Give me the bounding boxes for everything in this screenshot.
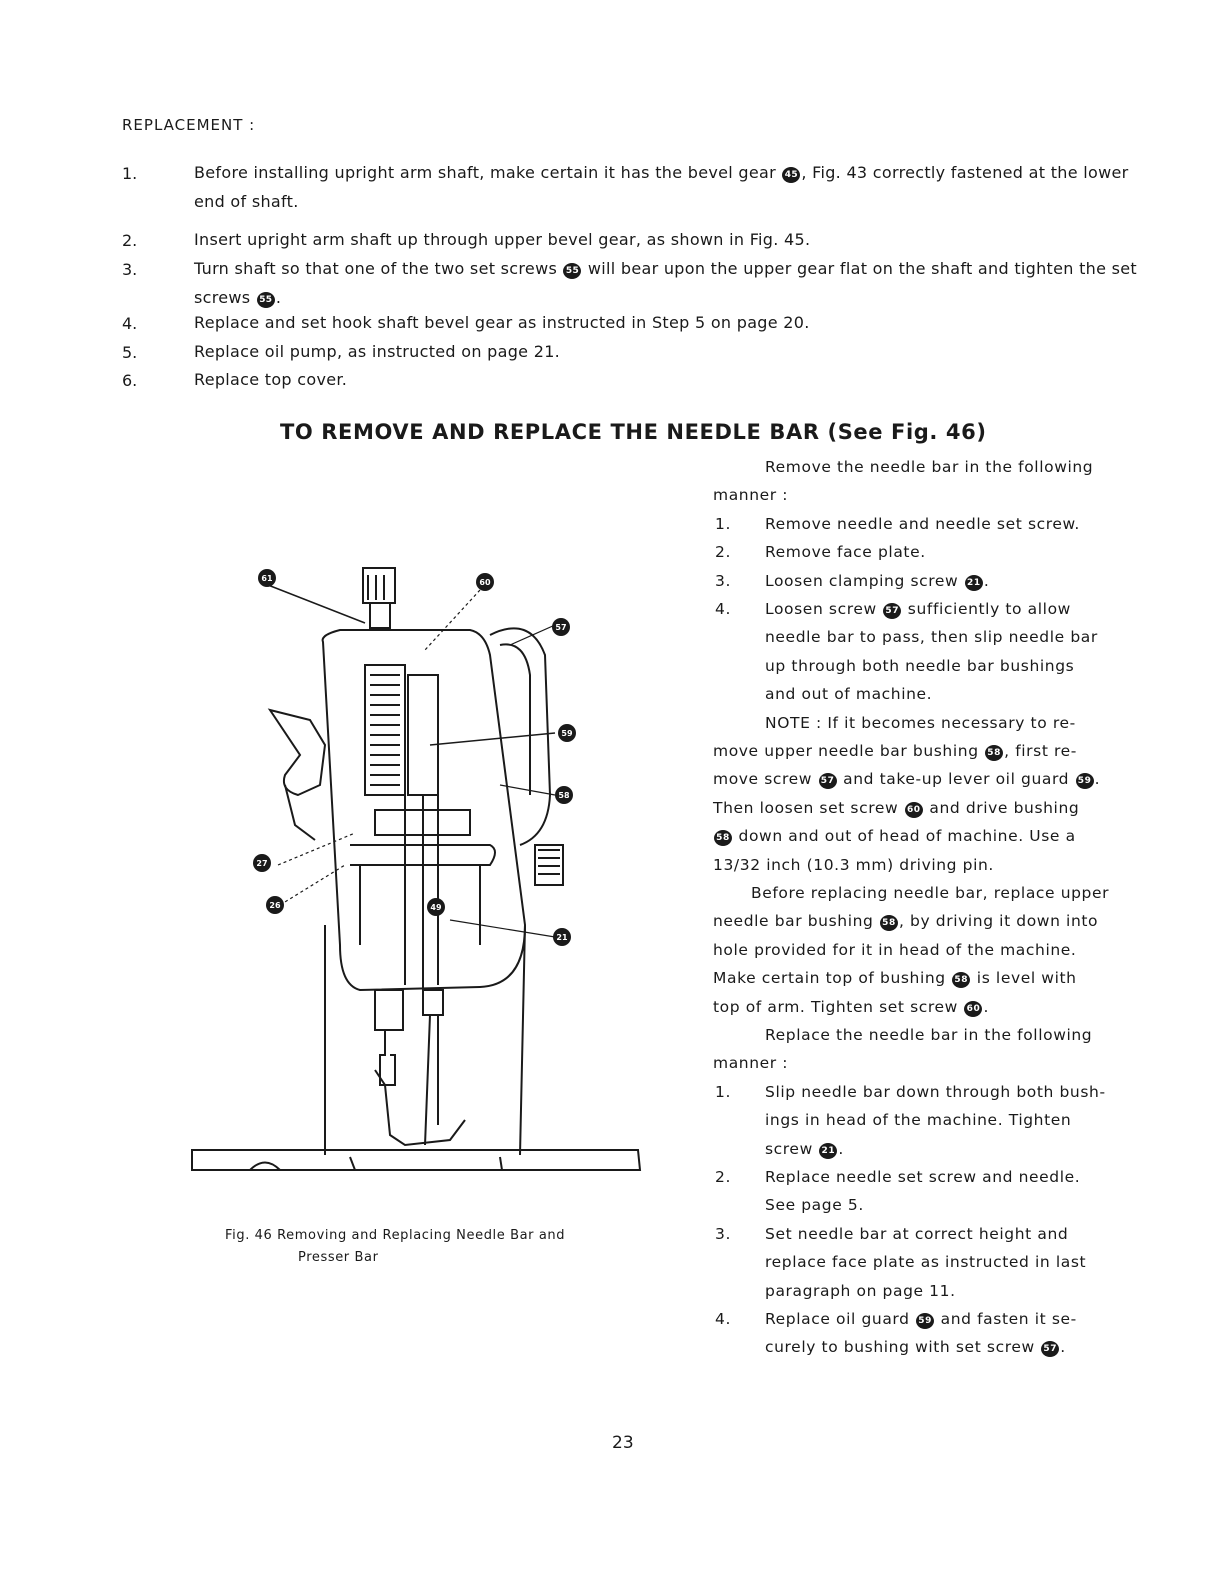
part-number-badge: 60 [905, 802, 923, 818]
step-number: 5. [122, 343, 138, 362]
text-run: paragraph on page 11. [765, 1281, 956, 1300]
note-line [713, 770, 1100, 789]
callout-27: 27 [256, 859, 268, 868]
callout-21: 21 [556, 933, 568, 942]
remove-step-line [765, 515, 1080, 533]
text-run: Before installing upright arm shaft, make certain it has the bevel gear [194, 163, 782, 182]
text-run: , Fig. 43 correctly fastened at the lower end of shaft. [194, 163, 1129, 211]
replace-step-line [765, 1111, 1071, 1129]
replace-step-line [765, 1253, 1086, 1271]
text-run: Loosen screw [765, 600, 883, 618]
item-number: 2. [715, 543, 731, 562]
callout-58: 58 [558, 791, 570, 800]
text-run: See page 5. [765, 1196, 864, 1215]
part-number-badge: 55 [257, 292, 275, 308]
item-number: 2. [715, 1168, 731, 1186]
remove-step-line [765, 572, 989, 591]
callout-26: 26 [269, 901, 281, 910]
replace-step-line [765, 1140, 844, 1159]
callout-49: 49 [430, 903, 442, 912]
text-run: . [275, 288, 282, 307]
text-run: up through both needle bar bushings [765, 656, 1075, 675]
callout-57: 57 [555, 623, 567, 632]
remove-step-line [765, 600, 1071, 619]
text-run: Slip needle bar down through both bush- [765, 1082, 1106, 1101]
text-run: 13/32 inch (10.3 mm) driving pin. [713, 855, 994, 874]
bed-plate [192, 1150, 640, 1170]
text-run: Replace and set hook shaft bevel gear as instructed in Step 5 on page 20. [194, 313, 810, 332]
callout-61: 61 [261, 574, 273, 583]
before-line [713, 912, 1098, 931]
take-up-lever [270, 710, 325, 795]
text-run: and fasten it se- [935, 1310, 1077, 1328]
note-line [713, 799, 1079, 818]
text-run: manner : [713, 486, 789, 505]
text-run: Loosen clamping screw [765, 571, 964, 590]
step-number: 6. [122, 371, 138, 390]
remove-step-line [765, 657, 1074, 675]
section-heading-replacement: REPLACEMENT : [122, 116, 256, 134]
remove-intro-cont [713, 486, 788, 504]
item-number: 3. [715, 1224, 731, 1243]
text-run: Then loosen set screw [713, 798, 904, 817]
section-title: TO REMOVE AND REPLACE THE NEEDLE BAR (See Fig. 46) [280, 420, 987, 444]
note-line [765, 714, 1076, 732]
text-run: and out of machine. [765, 685, 933, 704]
text-run: . [983, 571, 990, 590]
text-run: , first re- [1004, 742, 1077, 760]
text-run: and take-up lever oil guard [837, 770, 1075, 789]
text-run: , by driving it down into [899, 912, 1099, 931]
text-run: will bear upon the upper gear flat on the shaft and tighten the set screws [194, 259, 1137, 307]
page-number: 23 [612, 1433, 634, 1453]
text-run: . [838, 1139, 844, 1158]
replace-step-line [765, 1196, 864, 1214]
text-run: curely to bushing with set screw [765, 1338, 1041, 1357]
text-run: . [1094, 770, 1101, 789]
item-number: 3. [715, 571, 731, 590]
text-run: . [1060, 1338, 1066, 1357]
text-run: Set needle bar at correct height and [765, 1224, 1069, 1243]
replace-step-line [765, 1338, 1066, 1357]
part-number-badge: 58 [952, 972, 970, 988]
text-run: Replace oil guard [765, 1310, 916, 1328]
text-run: Replace the needle bar in the following [765, 1026, 1093, 1044]
right-column-text [713, 0, 1133, 1584]
step-number: 3. [122, 260, 138, 279]
part-number-badge: 58 [985, 745, 1003, 761]
before-line [713, 969, 1077, 988]
before-line [713, 941, 1076, 959]
part-number-badge: 57 [1041, 1341, 1059, 1357]
callout-60: 60 [479, 578, 491, 587]
step-number: 2. [122, 231, 138, 250]
text-run: hole provided for it in head of the machine. [713, 940, 1077, 959]
presser-spring [370, 675, 400, 785]
figure-caption-line-1: Fig. 46 Removing and Replacing Needle Bar and [225, 1228, 566, 1243]
replace-intro-cont [713, 1054, 788, 1072]
part-number-badge: 21 [965, 575, 983, 591]
needle-bar-upper [408, 675, 438, 795]
remove-step-line [765, 543, 926, 561]
text-run: replace face plate as instructed in last [765, 1253, 1087, 1272]
part-number-badge: 55 [563, 263, 581, 279]
text-run: screw [765, 1139, 819, 1158]
text-run: Turn shaft so that one of the two set screws [194, 259, 563, 278]
before-line [713, 998, 989, 1017]
text-run: move screw [713, 770, 818, 789]
text-run: Replace top cover. [194, 370, 348, 389]
replace-step-line [765, 1225, 1068, 1243]
note-line [713, 856, 994, 874]
text-run: manner : [713, 1054, 789, 1073]
item-number: 4. [715, 600, 731, 618]
text-run: Replace needle set screw and needle. [765, 1168, 1081, 1186]
step-number: 1. [122, 164, 138, 183]
replace-step-line [765, 1282, 956, 1300]
step-number: 4. [122, 314, 138, 333]
presser-foot [375, 1070, 465, 1145]
text-run: needle bar to pass, then slip needle bar [765, 628, 1098, 647]
text-run: Remove face plate. [765, 543, 926, 562]
remove-step-line [765, 685, 932, 703]
text-run: ings in head of the machine. Tighten [765, 1111, 1072, 1130]
part-number-badge: 60 [964, 1001, 982, 1017]
text-run: Remove needle and needle set screw. [765, 514, 1080, 533]
text-run: . [983, 997, 989, 1016]
text-run: and drive bushing [923, 798, 1080, 817]
item-number: 4. [715, 1310, 731, 1328]
replace-step-line [765, 1310, 1077, 1329]
text-run: top of arm. Tighten set screw [713, 997, 964, 1016]
part-number-badge: 58 [880, 915, 898, 931]
callout-59: 59 [561, 729, 573, 738]
item-number: 1. [715, 514, 731, 533]
part-number-badge: 59 [1076, 773, 1094, 789]
text-run: is level with [971, 969, 1077, 988]
replace-step-line [765, 1168, 1080, 1186]
note-line [713, 827, 1076, 846]
part-number-badge: 21 [819, 1143, 837, 1159]
remove-step-line [765, 628, 1098, 646]
text-run: Make certain top of bushing [713, 969, 952, 988]
before-line [751, 884, 1109, 902]
item-number: 1. [715, 1082, 731, 1101]
text-run: move upper needle bar bushing [713, 742, 985, 760]
text-run: needle bar bushing [713, 912, 879, 931]
note-line [713, 742, 1077, 761]
part-number-badge: 57 [819, 773, 837, 789]
remove-intro [765, 458, 1093, 476]
replace-step-line [765, 1083, 1106, 1101]
part-number-badge: 57 [883, 603, 901, 619]
text-run: Before replacing needle bar, replace upper [751, 884, 1110, 902]
figure-caption [225, 1225, 565, 1269]
text-run: Remove the needle bar in the following [765, 458, 1094, 476]
text-run: NOTE : If it becomes necessary to re- [765, 713, 1076, 732]
part-number-badge: 45 [782, 167, 800, 183]
part-number-badge: 58 [714, 830, 732, 846]
text-run: Replace oil pump, as instructed on page 21. [194, 342, 561, 361]
replace-intro [765, 1026, 1092, 1044]
text-run: Insert upright arm shaft up through upper bevel gear, as shown in Fig. 45. [194, 230, 811, 249]
part-number-badge: 59 [916, 1313, 934, 1329]
figure-caption-line-2: Presser Bar [298, 1250, 379, 1265]
figure-46-needle-bar-diagram [180, 545, 650, 1195]
text-run: sufficiently to allow [902, 600, 1071, 618]
text-run: down and out of head of machine. Use a [733, 827, 1076, 846]
